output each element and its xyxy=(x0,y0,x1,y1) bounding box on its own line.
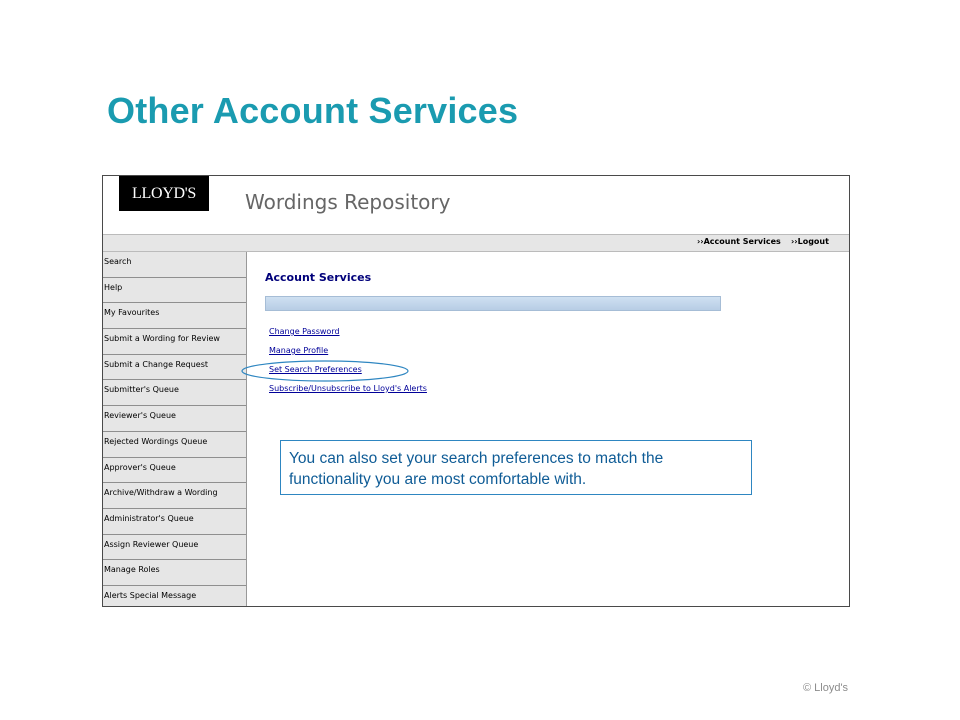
sidebar-item-my-favourites[interactable]: My Favourites xyxy=(103,303,246,329)
app-header xyxy=(103,176,849,234)
sidebar-item-submit-wording[interactable]: Submit a Wording for Review xyxy=(103,329,246,355)
copyright-footer: © Lloyd's xyxy=(803,682,849,694)
sidebar-item-approvers-queue[interactable]: Approver's Queue xyxy=(103,458,246,484)
app-screenshot xyxy=(102,175,850,607)
subscribe-alerts-link[interactable]: Subscribe/Unsubscribe to Lloyd's Alerts xyxy=(269,384,427,393)
sidebar-item-search[interactable]: Search xyxy=(103,252,246,278)
sidebar-item-rejected-wordings-queue[interactable]: Rejected Wordings Queue xyxy=(103,432,246,458)
sidebar-item-manage-roles[interactable]: Manage Roles xyxy=(103,560,246,586)
content-heading: Account Services xyxy=(265,271,372,284)
sidebar-item-assign-reviewer-queue[interactable]: Assign Reviewer Queue xyxy=(103,535,246,561)
manage-profile-link[interactable]: Manage Profile xyxy=(269,346,329,355)
slide-title: Other Account Services xyxy=(107,90,519,131)
app-title: Wordings Repository xyxy=(245,190,451,214)
sidebar xyxy=(103,252,247,606)
sidebar-item-help[interactable]: Help xyxy=(103,278,246,304)
lloyds-logo: LLOYD'S xyxy=(119,176,209,211)
highlight-ellipse xyxy=(240,360,410,382)
sidebar-item-alerts-special-message[interactable]: Alerts Special Message xyxy=(103,586,246,607)
content-header-bar xyxy=(265,296,721,311)
sidebar-item-reviewers-queue[interactable]: Reviewer's Queue xyxy=(103,406,246,432)
logout-link[interactable]: ››Logout xyxy=(791,237,829,246)
sidebar-item-administrators-queue[interactable]: Administrator's Queue xyxy=(103,509,246,535)
sidebar-item-submitters-queue[interactable]: Submitter's Queue xyxy=(103,380,246,406)
account-services-link[interactable]: ››Account Services xyxy=(697,237,781,246)
sidebar-item-archive-withdraw[interactable]: Archive/Withdraw a Wording xyxy=(103,483,246,509)
top-navigation xyxy=(103,234,849,252)
change-password-link[interactable]: Change Password xyxy=(269,327,340,336)
callout-box: You can also set your search preferences to match the functionality you are most comfortable with. xyxy=(280,440,752,495)
sidebar-item-submit-change-request[interactable]: Submit a Change Request xyxy=(103,355,246,381)
set-search-preferences-link[interactable]: Set Search Preferences xyxy=(269,365,362,374)
